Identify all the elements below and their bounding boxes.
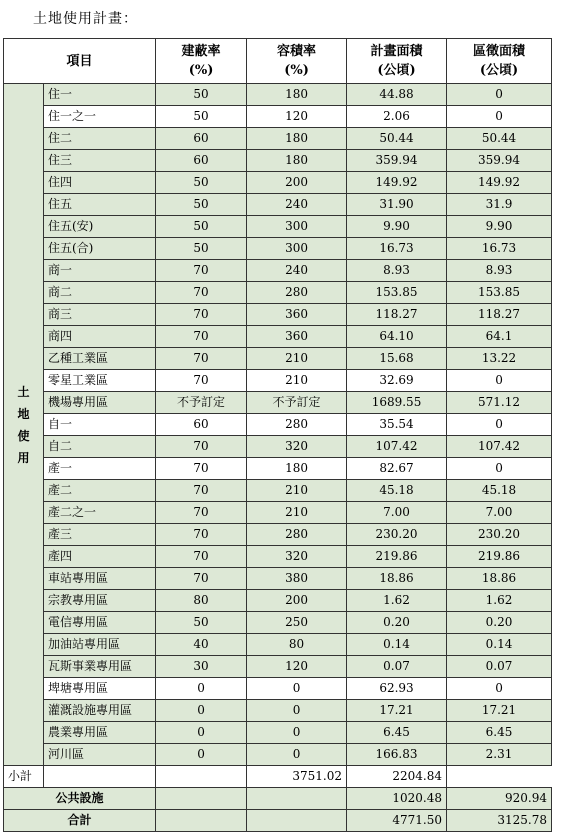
- row-far: 300: [247, 238, 347, 260]
- row-coverage: 70: [156, 546, 247, 568]
- table-row: [4, 744, 552, 766]
- row-name: 住一: [44, 84, 156, 106]
- row-name: 產二: [44, 480, 156, 502]
- row-expropriation-area: 0: [447, 84, 552, 106]
- table-row: [4, 458, 552, 480]
- row-name: 乙種工業區: [44, 348, 156, 370]
- row-coverage: 50: [156, 84, 247, 106]
- row-far: 360: [247, 304, 347, 326]
- header-item: 項目: [4, 39, 156, 84]
- row-planned-area: 7.00: [347, 502, 447, 524]
- row-expropriation-area: 107.42: [447, 436, 552, 458]
- row-name: 自一: [44, 414, 156, 436]
- row-planned-area: 35.54: [347, 414, 447, 436]
- row-planned-area: 1689.55: [347, 392, 447, 414]
- row-name: 加油站專用區: [44, 634, 156, 656]
- row-far: 280: [247, 524, 347, 546]
- row-expropriation-area: 571.12: [447, 392, 552, 414]
- row-expropriation-area: 219.86: [447, 546, 552, 568]
- row-planned-area: 6.45: [347, 722, 447, 744]
- row-planned-area: 15.68: [347, 348, 447, 370]
- row-name: 自二: [44, 436, 156, 458]
- row-name: 產四: [44, 546, 156, 568]
- row-planned-area: 166.83: [347, 744, 447, 766]
- table-row: [4, 414, 552, 436]
- table-row: [4, 260, 552, 282]
- row-name: 宗教專用區: [44, 590, 156, 612]
- row-coverage: 0: [156, 700, 247, 722]
- row-far: 0: [247, 744, 347, 766]
- header-planned-area: 計畫面積 (公頃): [347, 39, 447, 84]
- row-far: 240: [247, 260, 347, 282]
- row-coverage: 70: [156, 370, 247, 392]
- row-expropriation-area: 45.18: [447, 480, 552, 502]
- public-label: 公共設施: [4, 788, 156, 810]
- row-name: 住四: [44, 172, 156, 194]
- row-expropriation-area: 16.73: [447, 238, 552, 260]
- row-far: 280: [247, 282, 347, 304]
- row-expropriation-area: 0.07: [447, 656, 552, 678]
- row-expropriation-area: 230.20: [447, 524, 552, 546]
- row-far: 380: [247, 568, 347, 590]
- row-name: 電信專用區: [44, 612, 156, 634]
- table-row: [4, 722, 552, 744]
- row-far: 210: [247, 348, 347, 370]
- group-label-land-use: 土 地 使 用: [4, 84, 44, 766]
- row-coverage: 50: [156, 106, 247, 128]
- row-planned-area: 1.62: [347, 590, 447, 612]
- table-row: [4, 194, 552, 216]
- table-row: [4, 590, 552, 612]
- row-name: 商三: [44, 304, 156, 326]
- subtotal-expro: 2204.84: [347, 766, 447, 788]
- row-expropriation-area: 149.92: [447, 172, 552, 194]
- table-row: [4, 700, 552, 722]
- row-coverage: 30: [156, 656, 247, 678]
- table-row: [4, 656, 552, 678]
- row-expropriation-area: 9.90: [447, 216, 552, 238]
- row-expropriation-area: 359.94: [447, 150, 552, 172]
- row-far: 210: [247, 480, 347, 502]
- row-name: 零星工業區: [44, 370, 156, 392]
- row-expropriation-area: 0: [447, 106, 552, 128]
- row-expropriation-area: 8.93: [447, 260, 552, 282]
- row-coverage: 60: [156, 150, 247, 172]
- row-expropriation-area: 1.62: [447, 590, 552, 612]
- row-name: 車站專用區: [44, 568, 156, 590]
- row-planned-area: 64.10: [347, 326, 447, 348]
- table-row: [4, 172, 552, 194]
- row-expropriation-area: 0.14: [447, 634, 552, 656]
- row-planned-area: 17.21: [347, 700, 447, 722]
- row-far: 320: [247, 546, 347, 568]
- row-coverage: 70: [156, 326, 247, 348]
- row-far: 180: [247, 84, 347, 106]
- row-coverage: 70: [156, 304, 247, 326]
- row-far: 320: [247, 436, 347, 458]
- row-coverage: 0: [156, 744, 247, 766]
- page-title: 土地使用計畫：: [33, 11, 138, 27]
- row-planned-area: 31.90: [347, 194, 447, 216]
- row-far: 0: [247, 722, 347, 744]
- public-expro: 920.94: [447, 788, 552, 810]
- row-expropriation-area: 13.22: [447, 348, 552, 370]
- row-name: 農業專用區: [44, 722, 156, 744]
- subtotal-row: [4, 766, 552, 788]
- row-expropriation-area: 118.27: [447, 304, 552, 326]
- row-far: 210: [247, 502, 347, 524]
- row-planned-area: 153.85: [347, 282, 447, 304]
- row-coverage: 70: [156, 436, 247, 458]
- row-far: 0: [247, 678, 347, 700]
- table-row: [4, 304, 552, 326]
- row-coverage: 70: [156, 524, 247, 546]
- row-far: 80: [247, 634, 347, 656]
- total-row: [4, 810, 552, 832]
- row-expropriation-area: 0: [447, 678, 552, 700]
- table-row: [4, 392, 552, 414]
- row-coverage: 70: [156, 260, 247, 282]
- row-coverage: 80: [156, 590, 247, 612]
- table-row: [4, 502, 552, 524]
- row-coverage: 50: [156, 194, 247, 216]
- row-planned-area: 18.86: [347, 568, 447, 590]
- row-name: 河川區: [44, 744, 156, 766]
- row-expropriation-area: 153.85: [447, 282, 552, 304]
- row-coverage: 70: [156, 502, 247, 524]
- table-row: [4, 238, 552, 260]
- row-expropriation-area: 17.21: [447, 700, 552, 722]
- land-use-table: [3, 38, 552, 832]
- row-expropriation-area: 6.45: [447, 722, 552, 744]
- row-far: 120: [247, 106, 347, 128]
- row-name: 產一: [44, 458, 156, 480]
- row-planned-area: 44.88: [347, 84, 447, 106]
- row-planned-area: 2.06: [347, 106, 447, 128]
- row-coverage: 70: [156, 480, 247, 502]
- row-name: 產三: [44, 524, 156, 546]
- header-expropriation-area: 區徵面積 (公頃): [447, 39, 552, 84]
- row-coverage: 70: [156, 348, 247, 370]
- row-far: 210: [247, 370, 347, 392]
- row-name: 機場專用區: [44, 392, 156, 414]
- table-row: [4, 326, 552, 348]
- row-planned-area: 230.20: [347, 524, 447, 546]
- row-expropriation-area: 0: [447, 414, 552, 436]
- row-coverage: 70: [156, 282, 247, 304]
- row-coverage: 0: [156, 678, 247, 700]
- row-far: 200: [247, 172, 347, 194]
- row-planned-area: 107.42: [347, 436, 447, 458]
- row-coverage: 70: [156, 458, 247, 480]
- row-name: 商一: [44, 260, 156, 282]
- row-name: 產二之一: [44, 502, 156, 524]
- row-coverage: 50: [156, 612, 247, 634]
- total-expro: 3125.78: [447, 810, 552, 832]
- header-far: 容積率 (%): [247, 39, 347, 84]
- table-row: [4, 480, 552, 502]
- total-planned: 4771.50: [347, 810, 447, 832]
- row-name: 住一之一: [44, 106, 156, 128]
- table-row: [4, 568, 552, 590]
- row-planned-area: 0.14: [347, 634, 447, 656]
- row-coverage: 50: [156, 172, 247, 194]
- row-planned-area: 45.18: [347, 480, 447, 502]
- row-planned-area: 82.67: [347, 458, 447, 480]
- row-name: 住二: [44, 128, 156, 150]
- subtotal-label: 小計: [4, 766, 44, 788]
- row-coverage: 70: [156, 568, 247, 590]
- row-planned-area: 50.44: [347, 128, 447, 150]
- row-name: 灌溉設施專用區: [44, 700, 156, 722]
- table-row: [4, 84, 552, 106]
- table-row: [4, 634, 552, 656]
- row-coverage: 50: [156, 238, 247, 260]
- row-planned-area: 359.94: [347, 150, 447, 172]
- row-far: 250: [247, 612, 347, 634]
- total-label: 合計: [4, 810, 156, 832]
- row-far: 200: [247, 590, 347, 612]
- row-far: 280: [247, 414, 347, 436]
- table-row: [4, 678, 552, 700]
- row-name: 住五: [44, 194, 156, 216]
- table-row: [4, 546, 552, 568]
- row-far: 120: [247, 656, 347, 678]
- row-expropriation-area: 31.9: [447, 194, 552, 216]
- row-name: 瓦斯事業專用區: [44, 656, 156, 678]
- table-row: [4, 106, 552, 128]
- public-planned: 1020.48: [347, 788, 447, 810]
- row-name: 住五(安): [44, 216, 156, 238]
- row-planned-area: 118.27: [347, 304, 447, 326]
- row-far: 360: [247, 326, 347, 348]
- row-coverage: 0: [156, 722, 247, 744]
- public-facilities-row: [4, 788, 552, 810]
- subtotal-planned: 3751.02: [247, 766, 347, 788]
- row-name: 埤塘專用區: [44, 678, 156, 700]
- row-far: 180: [247, 128, 347, 150]
- row-far: 0: [247, 700, 347, 722]
- header-coverage: 建蔽率 (%): [156, 39, 247, 84]
- row-far: 180: [247, 458, 347, 480]
- row-name: 商二: [44, 282, 156, 304]
- table-row: [4, 128, 552, 150]
- row-far: 180: [247, 150, 347, 172]
- row-coverage: 60: [156, 414, 247, 436]
- row-planned-area: 32.69: [347, 370, 447, 392]
- row-planned-area: 0.20: [347, 612, 447, 634]
- row-planned-area: 9.90: [347, 216, 447, 238]
- row-planned-area: 16.73: [347, 238, 447, 260]
- row-far: 300: [247, 216, 347, 238]
- row-planned-area: 219.86: [347, 546, 447, 568]
- row-planned-area: 149.92: [347, 172, 447, 194]
- row-planned-area: 8.93: [347, 260, 447, 282]
- row-far: 240: [247, 194, 347, 216]
- table-row: [4, 370, 552, 392]
- row-expropriation-area: 18.86: [447, 568, 552, 590]
- row-expropriation-area: 0.20: [447, 612, 552, 634]
- table-row: [4, 524, 552, 546]
- table-header-row: [4, 39, 552, 84]
- row-planned-area: 0.07: [347, 656, 447, 678]
- table-row: [4, 216, 552, 238]
- row-expropriation-area: 2.31: [447, 744, 552, 766]
- row-planned-area: 62.93: [347, 678, 447, 700]
- row-expropriation-area: 64.1: [447, 326, 552, 348]
- table-row: [4, 282, 552, 304]
- table-row: [4, 436, 552, 458]
- row-far: 不予訂定: [247, 392, 347, 414]
- row-coverage: 60: [156, 128, 247, 150]
- table-row: [4, 348, 552, 370]
- row-expropriation-area: 7.00: [447, 502, 552, 524]
- row-name: 住五(合): [44, 238, 156, 260]
- table-row: [4, 612, 552, 634]
- row-expropriation-area: 50.44: [447, 128, 552, 150]
- table-row: [4, 150, 552, 172]
- row-coverage: 不予訂定: [156, 392, 247, 414]
- row-coverage: 50: [156, 216, 247, 238]
- row-name: 住三: [44, 150, 156, 172]
- row-name: 商四: [44, 326, 156, 348]
- row-expropriation-area: 0: [447, 458, 552, 480]
- row-expropriation-area: 0: [447, 370, 552, 392]
- row-coverage: 40: [156, 634, 247, 656]
